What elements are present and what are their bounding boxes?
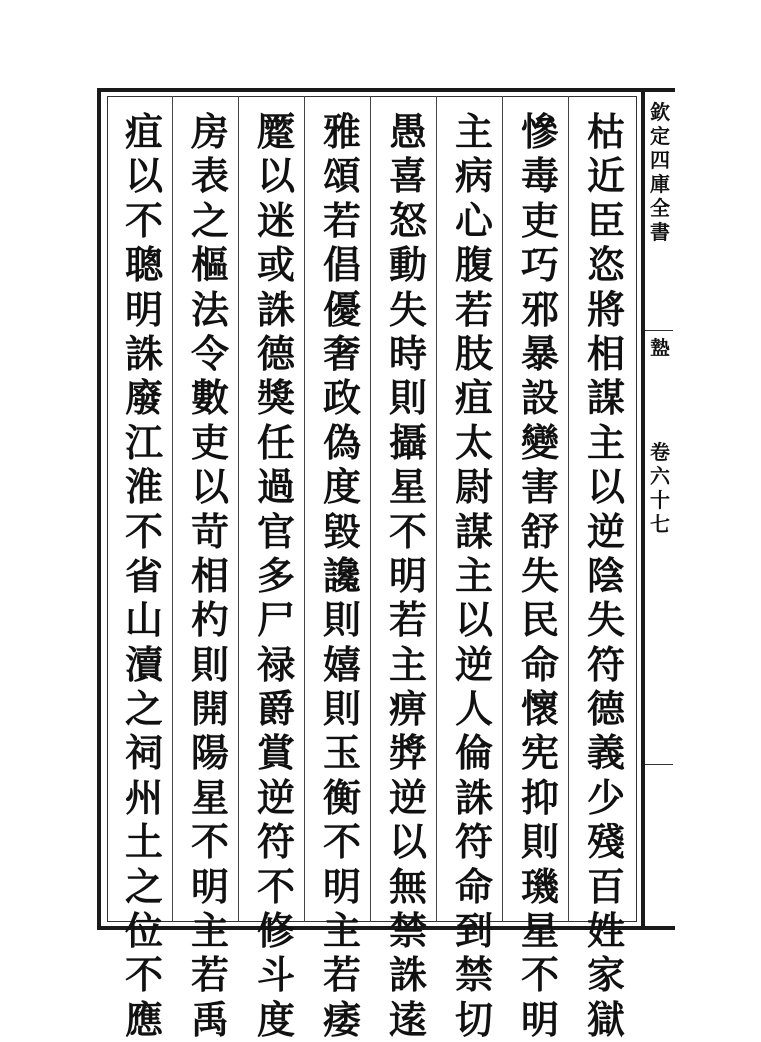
- text-column-2: [512, 109, 568, 1042]
- column-char: 心: [454, 197, 493, 243]
- column-char: 明: [322, 863, 361, 909]
- column-char: 偽: [322, 419, 361, 465]
- column-char: 之: [124, 686, 163, 732]
- column-char: 官: [256, 508, 295, 554]
- margin-volume-char: 卷: [650, 440, 670, 464]
- column-char: 以: [256, 153, 295, 199]
- column-char: 主: [190, 908, 229, 954]
- column-char: 或: [256, 242, 295, 288]
- column-char: 若: [322, 197, 361, 243]
- column-char: 爵: [256, 686, 295, 732]
- column-char: 陰: [586, 552, 625, 598]
- column-char: 省: [124, 552, 163, 598]
- column-char: 賞: [256, 730, 295, 776]
- margin-divider-top: [645, 330, 673, 331]
- column-char: 符: [256, 819, 295, 865]
- column-char: 逺: [388, 996, 427, 1042]
- column-char: 逆: [388, 774, 427, 820]
- column-char: 明: [520, 996, 559, 1042]
- column-char: 度: [256, 996, 295, 1042]
- column-char: 臣: [586, 197, 625, 243]
- column-char: 符: [586, 641, 625, 687]
- column-char: 則: [322, 686, 361, 732]
- column-char: 杓: [190, 597, 229, 643]
- column-char: 殘: [586, 819, 625, 865]
- column-char: 禁: [454, 952, 493, 998]
- column-char: 禄: [256, 641, 295, 687]
- column-char: 優: [322, 286, 361, 332]
- column-char: 主: [454, 109, 493, 154]
- column-char: 不: [190, 819, 229, 865]
- column-char: 房: [190, 109, 229, 154]
- column-char: 不: [124, 952, 163, 998]
- column-char: 命: [520, 641, 559, 687]
- column-char: 位: [124, 908, 163, 954]
- column-char: 近: [586, 153, 625, 199]
- margin-title-char: 欽: [650, 100, 670, 124]
- column-char: 不: [256, 863, 295, 909]
- text-column-7: [182, 109, 238, 1042]
- column-char: 抑: [520, 774, 559, 820]
- column-char: 聰: [124, 242, 163, 288]
- column-char: 害: [520, 464, 559, 510]
- column-char: 枯: [586, 109, 625, 154]
- column-char: 不: [322, 819, 361, 865]
- column-char: 宪: [520, 730, 559, 776]
- margin-volume: [648, 440, 672, 536]
- column-char: 逆: [454, 641, 493, 687]
- column-char: 法: [190, 286, 229, 332]
- column-rule: [238, 96, 239, 922]
- column-char: 設: [520, 375, 559, 421]
- margin-title-char: 書: [650, 220, 670, 244]
- column-char: 陽: [190, 730, 229, 776]
- margin-title-char: 四: [650, 148, 670, 172]
- column-char: 誅: [256, 286, 295, 332]
- column-rule: [304, 96, 305, 922]
- column-char: 數: [190, 375, 229, 421]
- column-char: 讒: [322, 552, 361, 598]
- column-char: 星: [520, 908, 559, 954]
- column-char: 巧: [520, 242, 559, 288]
- column-char: 逆: [256, 774, 295, 820]
- column-char: 雅: [322, 109, 361, 154]
- column-char: 腹: [454, 242, 493, 288]
- column-char: 則: [190, 641, 229, 687]
- column-char: 明: [124, 286, 163, 332]
- column-char: 政: [322, 375, 361, 421]
- text-column-8: [116, 109, 172, 1042]
- column-char: 倫: [454, 730, 493, 776]
- column-char: 暴: [520, 330, 559, 376]
- column-char: 令: [190, 330, 229, 376]
- column-char: 蹷: [256, 109, 295, 154]
- column-char: 之: [124, 863, 163, 909]
- column-char: 瀆: [124, 641, 163, 687]
- column-char: 迷: [256, 197, 295, 243]
- text-column-4: [380, 109, 436, 1042]
- column-char: 舒: [520, 508, 559, 554]
- margin-volume-char: 六: [650, 464, 670, 488]
- column-char: 疽: [454, 375, 493, 421]
- column-char: 修: [256, 908, 295, 954]
- column-char: 主: [388, 641, 427, 687]
- column-char: 應: [124, 996, 163, 1042]
- column-char: 毀: [322, 508, 361, 554]
- column-char: 不: [388, 508, 427, 554]
- column-char: 倡: [322, 242, 361, 288]
- margin-title-char: 庫: [650, 172, 670, 196]
- column-char: 誅: [124, 330, 163, 376]
- column-char: 以: [586, 464, 625, 510]
- column-char: 主: [586, 419, 625, 465]
- column-char: 任: [256, 419, 295, 465]
- column-char: 痹: [388, 686, 427, 732]
- column-char: 姓: [586, 908, 625, 954]
- column-char: 邪: [520, 286, 559, 332]
- column-char: 獎: [256, 375, 295, 421]
- column-rule: [502, 96, 503, 922]
- column-char: 土: [124, 819, 163, 865]
- column-char: 度: [322, 464, 361, 510]
- column-char: 主: [322, 908, 361, 954]
- column-char: 若: [322, 952, 361, 998]
- column-char: 則: [322, 597, 361, 643]
- column-char: 恣: [586, 242, 625, 288]
- column-char: 不: [520, 952, 559, 998]
- column-char: 不: [124, 508, 163, 554]
- margin-title-char: 定: [650, 124, 670, 148]
- margin-book-title: [648, 100, 672, 244]
- column-char: 人: [454, 686, 493, 732]
- column-char: 誅: [388, 952, 427, 998]
- column-char: 淮: [124, 464, 163, 510]
- margin-title-char: 全: [650, 196, 670, 220]
- column-char: 則: [520, 819, 559, 865]
- margin-volume-char: 十: [650, 488, 670, 512]
- text-column-3: [446, 109, 502, 1042]
- column-char: 㢡: [388, 730, 427, 776]
- column-char: 誅: [454, 774, 493, 820]
- margin-section: [648, 336, 672, 360]
- column-char: 以: [190, 464, 229, 510]
- column-char: 若: [454, 286, 493, 332]
- column-char: 獄: [586, 996, 625, 1042]
- column-char: 苛: [190, 508, 229, 554]
- column-char: 懷: [520, 686, 559, 732]
- column-char: 怒: [388, 197, 427, 243]
- column-char: 無: [388, 863, 427, 909]
- column-char: 斗: [256, 952, 295, 998]
- margin-volume-char: 七: [650, 512, 670, 536]
- column-char: 將: [586, 286, 625, 332]
- column-char: 樞: [190, 242, 229, 288]
- column-rule: [568, 96, 569, 922]
- column-char: 相: [586, 330, 625, 376]
- text-column-5: [314, 109, 370, 1042]
- column-char: 痿: [322, 996, 361, 1042]
- column-char: 璣: [520, 863, 559, 909]
- column-char: 奢: [322, 330, 361, 376]
- column-char: 吏: [520, 197, 559, 243]
- column-char: 明: [190, 863, 229, 909]
- column-char: 多: [256, 552, 295, 598]
- margin-section-char: 𥂕: [650, 336, 670, 360]
- column-char: 太: [454, 419, 493, 465]
- column-char: 州: [124, 774, 163, 820]
- column-char: 失: [520, 552, 559, 598]
- column-char: 主: [454, 552, 493, 598]
- column-char: 少: [586, 774, 625, 820]
- column-char: 喜: [388, 153, 427, 199]
- column-char: 時: [388, 330, 427, 376]
- column-char: 以: [388, 819, 427, 865]
- column-char: 祠: [124, 730, 163, 776]
- text-column-1: [578, 109, 634, 1042]
- column-char: 廢: [124, 375, 163, 421]
- column-char: 江: [124, 419, 163, 465]
- column-char: 不: [124, 197, 163, 243]
- column-char: 吏: [190, 419, 229, 465]
- column-char: 若: [388, 597, 427, 643]
- column-char: 山: [124, 597, 163, 643]
- column-char: 以: [454, 597, 493, 643]
- column-char: 玉: [322, 730, 361, 776]
- column-char: 百: [586, 863, 625, 909]
- column-char: 表: [190, 153, 229, 199]
- column-char: 衡: [322, 774, 361, 820]
- column-char: 德: [256, 330, 295, 376]
- column-char: 切: [454, 996, 493, 1042]
- column-char: 若: [190, 952, 229, 998]
- column-char: 失: [586, 597, 625, 643]
- column-char: 到: [454, 908, 493, 954]
- column-char: 毒: [520, 153, 559, 199]
- column-char: 德: [586, 686, 625, 732]
- column-char: 則: [388, 375, 427, 421]
- column-char: 疽: [124, 109, 163, 154]
- column-rule: [172, 96, 173, 922]
- column-char: 禹: [190, 996, 229, 1042]
- column-char: 家: [586, 952, 625, 998]
- column-char: 開: [190, 686, 229, 732]
- column-char: 過: [256, 464, 295, 510]
- column-char: 攝: [388, 419, 427, 465]
- column-char: 失: [388, 286, 427, 332]
- column-char: 動: [388, 242, 427, 288]
- column-char: 民: [520, 597, 559, 643]
- column-char: 以: [124, 153, 163, 199]
- column-char: 相: [190, 552, 229, 598]
- column-char: 變: [520, 419, 559, 465]
- column-char: 謀: [454, 508, 493, 554]
- column-char: 謀: [586, 375, 625, 421]
- column-char: 星: [190, 774, 229, 820]
- column-char: 禁: [388, 908, 427, 954]
- column-char: 嬉: [322, 641, 361, 687]
- column-char: 星: [388, 464, 427, 510]
- column-char: 逆: [586, 508, 625, 554]
- column-rule: [370, 96, 371, 922]
- column-char: 符: [454, 819, 493, 865]
- margin-divider-bottom: [645, 764, 673, 765]
- column-rule: [436, 96, 437, 922]
- column-char: 尸: [256, 597, 295, 643]
- column-char: 尉: [454, 464, 493, 510]
- column-char: 明: [388, 552, 427, 598]
- column-char: 之: [190, 197, 229, 243]
- column-char: 肢: [454, 330, 493, 376]
- column-char: 頌: [322, 153, 361, 199]
- column-char: 義: [586, 730, 625, 776]
- column-char: 命: [454, 863, 493, 909]
- column-char: 病: [454, 153, 493, 199]
- column-char: 愚: [388, 109, 427, 154]
- text-column-6: [248, 109, 304, 1042]
- column-char: 慘: [520, 109, 559, 154]
